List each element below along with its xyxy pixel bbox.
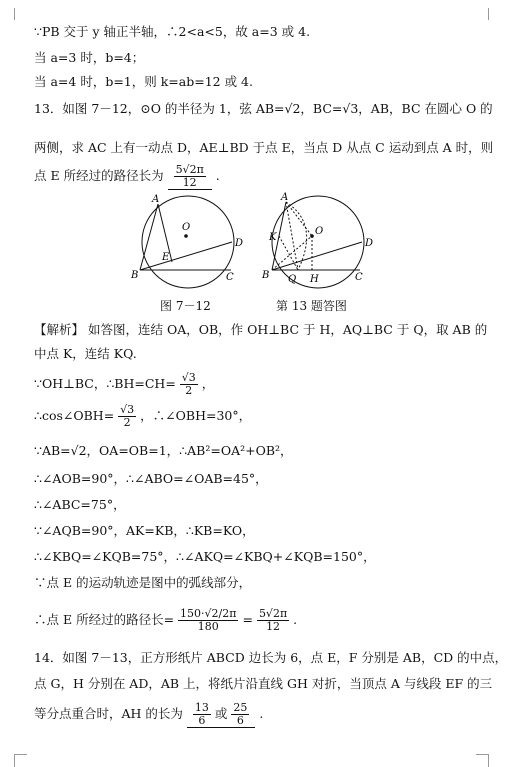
punctuation: ， [201,376,215,391]
punctuation: . [293,612,298,627]
solution-line: 中点 K，连结 KQ. [34,346,137,361]
equals-sign: = [242,612,253,627]
crop-mark [14,8,27,20]
label-b: B [131,270,139,281]
label-c: C [226,272,234,283]
segment-bd [140,242,232,270]
label-h: H [310,274,319,285]
fraction-numerator: √3 [120,403,135,416]
figure-caption: 第 13 题答图 [276,299,347,313]
fraction-denominator: 12 [266,620,281,633]
figure-13-answer [258,190,378,295]
solution-line: ∵AB=√2，OA=OB=1，∴AB²=OA²+OB²， [34,443,293,458]
label-k: K [269,232,277,243]
crop-mark [476,754,489,767]
numerator-top: 150·√2 [180,607,219,620]
fraction-numerator: 5√2π [258,607,288,620]
problem-14-answer-line [34,702,263,728]
problem-14-line: 14．如图 7－13，正方形纸片 ABCD 边长为 6，点 E，F 分别是 AB，CD 的中点， [34,650,508,665]
fraction [231,702,249,727]
text-line: 当 a=4 时，b=1，则 k=ab=12 或 4. [34,74,253,89]
label-d: D [235,238,244,249]
label-d: D [365,238,374,249]
fraction [178,608,238,633]
fraction-numerator: 25 [233,701,248,714]
solution-line: ∴∠ABC=75°， [34,497,126,512]
text-segment: ∴cos∠OBH= [34,408,115,423]
fraction-numerator: 150·√2/2π [180,607,237,620]
answer-blank [168,164,212,190]
text-segment: 等分点重合时，AH 的长为 [34,706,183,721]
label-e: E [162,252,170,263]
text-line: 当 a=3 时，b=4； [34,50,145,65]
problem-13-line: 13．如图 7－12，⊙O 的半径为 1，弦 AB=√2，BC=√3，AB，BC 在圆心 O 的 [34,101,493,116]
label-a: A [281,192,289,203]
crop-mark [14,754,27,767]
problem-13-answer-line [34,164,220,190]
fraction [174,164,206,189]
text-segment: ，∴∠OBH=30°， [140,408,252,423]
fraction [180,372,198,397]
label-a: A [152,194,160,205]
fraction-denominator: 2 [123,416,131,429]
circle-o [142,196,234,288]
solution-line: ∴∠AOB=90°，∴∠ABO=∠OAB=45°， [34,471,268,486]
numerator-pi: π [229,607,237,620]
fraction-numerator: 13 [194,701,209,714]
fraction [257,608,289,633]
text-segment: ∴点 E 所经过的路径长= [34,612,175,627]
fraction-denominator: 180 [197,620,219,633]
problem-13-line: 两侧，求 AC 上有一动点 D，AE⊥BD 于点 E，当点 D 从点 C 运动到点 A 时，则 [34,140,494,155]
solution-line [34,608,297,633]
fraction-denominator: 6 [236,714,244,727]
text-line: ∵PB 交于 y 轴正半轴，∴2<a<5，故 a=3 或 4. [34,24,311,39]
segment-aq [286,202,298,270]
fraction [193,702,211,727]
solution-line: ∵∠AQB=90°，AK=KB，∴KB=KO， [34,523,255,538]
numerator-inner-denominator: 2 [222,607,230,620]
answer-blank [187,702,255,728]
crop-mark [476,8,489,20]
fraction [118,404,136,429]
solution-line [34,404,251,429]
figure-caption: 图 7－12 [160,299,211,313]
punctuation: . [215,168,220,183]
fraction-denominator: 6 [198,714,206,727]
text-segment: ∵OH⊥BC，∴BH=CH= [34,376,176,391]
solution-line: ∴∠KBQ=∠KQB=75°，∴∠AKQ=∠KBQ+∠KQB=150°， [34,549,376,564]
label-b: B [262,270,270,281]
or-word: 或 [214,706,228,721]
solution-line [34,372,214,397]
solution-line: ∵点 E 的运动轨迹是图中的弧线部分， [34,575,252,590]
center-point [310,234,314,238]
fraction-denominator: 2 [185,384,193,397]
fraction-numerator: 5√2π [175,163,204,176]
label-q: Q [288,274,297,285]
text-segment: 点 E 所经过的路径长为 [34,168,164,183]
segment-bd [272,242,362,270]
problem-14-line: 点 G，H 分别在 AD，AB 上，将纸片沿直线 GH 对折，当顶点 A 与线段 EF 的三 [34,676,493,691]
fraction-numerator: √3 [181,371,196,384]
figure-7-12 [128,190,248,295]
punctuation: . [259,706,264,721]
label-o: O [315,226,324,237]
label-o: O [182,222,191,233]
fraction-denominator: 12 [182,176,197,189]
label-c: C [355,272,363,283]
center-point [184,234,188,238]
segment-ao [286,202,312,236]
solution-header-line: 【解析】 如答图，连结 OA，OB，作 OH⊥BC 于 H，AQ⊥BC 于 Q，取 AB 的 [34,322,488,337]
